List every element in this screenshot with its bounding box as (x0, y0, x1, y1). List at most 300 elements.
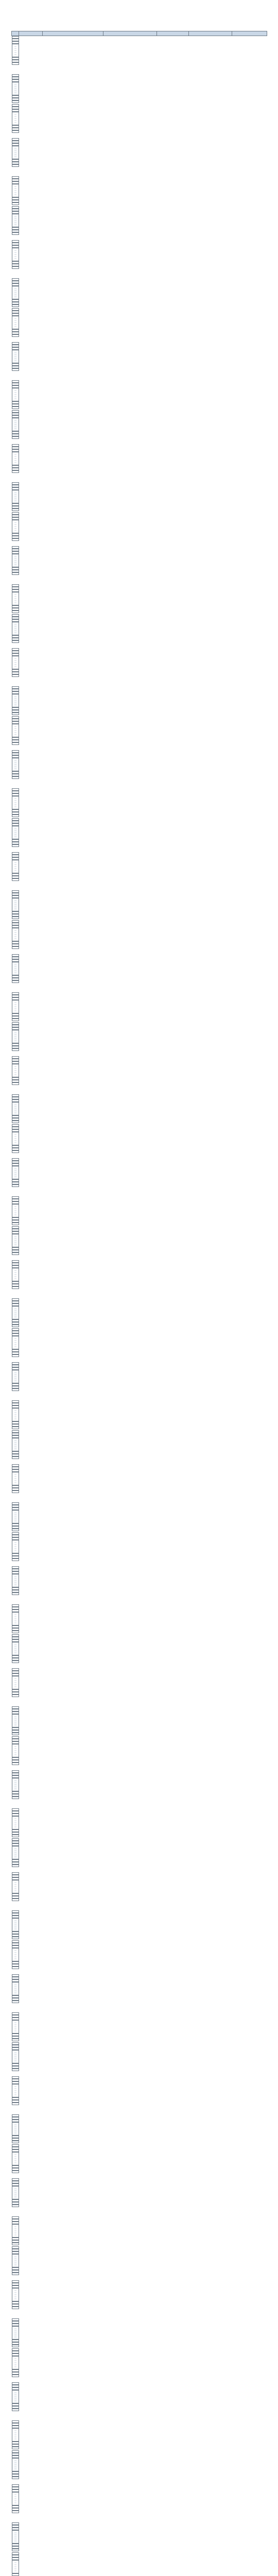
text-line-placeholder (14, 52, 16, 53)
cell-description (12, 1472, 19, 1485)
cell-description (12, 1676, 19, 1689)
text-line-placeholder (14, 1754, 16, 1755)
text-line-placeholder (14, 220, 16, 221)
cell-description (12, 1204, 19, 1217)
text-line-placeholder (14, 2336, 16, 2337)
text-line-placeholder (14, 728, 16, 729)
cell-category (12, 1223, 19, 1225)
text-line-placeholder (14, 2536, 16, 2537)
text-line-placeholder (14, 696, 16, 697)
text-line-placeholder (14, 1308, 16, 1309)
text-line-placeholder (14, 1414, 16, 1415)
table-row (12, 2348, 267, 2382)
text-line-placeholder (14, 1584, 16, 1585)
cell-description (12, 554, 19, 567)
text-line-placeholder (14, 1548, 16, 1549)
text-line-placeholder (14, 1374, 16, 1375)
cell-description (12, 826, 19, 839)
table-row (12, 1056, 267, 1094)
text-line-placeholder (14, 1004, 16, 1005)
cell-category (12, 509, 19, 511)
text-line-placeholder (14, 2364, 16, 2365)
cell-category (12, 917, 19, 919)
text-line-placeholder (14, 462, 16, 463)
text-line-placeholder (14, 2392, 16, 2393)
cell-category (12, 2477, 19, 2479)
text-line-placeholder (14, 1616, 16, 1617)
table-row (12, 2420, 267, 2450)
cell-description (12, 656, 19, 669)
text-line-placeholder (14, 800, 16, 801)
text-line-placeholder (14, 660, 16, 661)
text-line-placeholder (14, 1140, 16, 1141)
text-line-placeholder (14, 1006, 16, 1007)
table-row (12, 278, 267, 308)
cell-category (12, 640, 19, 643)
table-row (12, 1022, 267, 1056)
text-line-placeholder (14, 1950, 16, 1951)
text-line-placeholder (14, 1782, 16, 1783)
text-line-placeholder (14, 1074, 16, 1075)
cell-category (12, 2069, 19, 2071)
text-line-placeholder (14, 1032, 16, 1033)
cell-description (12, 184, 19, 197)
cell-description (12, 1744, 19, 1757)
text-line-placeholder (14, 1988, 16, 1989)
text-line-placeholder (14, 296, 16, 297)
text-line-placeholder (14, 2430, 16, 2431)
text-line-placeholder (14, 1984, 16, 1985)
text-line-placeholder (14, 1106, 16, 1107)
text-line-placeholder (14, 1242, 16, 1243)
text-line-placeholder (14, 2088, 16, 2089)
cell-description (12, 2050, 19, 2063)
cell-category (12, 713, 19, 715)
text-line-placeholder (14, 354, 16, 355)
cell-category (12, 470, 19, 473)
text-line-placeholder (14, 624, 16, 625)
cell-description (12, 1816, 19, 1829)
cell-category (12, 1184, 19, 1187)
text-line-placeholder (14, 454, 16, 455)
cell-description (12, 1102, 19, 1115)
text-line-placeholder (14, 500, 16, 501)
text-line-placeholder (14, 2230, 16, 2231)
text-line-placeholder (14, 2396, 16, 2397)
text-line-placeholder (14, 658, 16, 659)
text-line-placeholder (14, 2462, 16, 2463)
text-line-placeholder (14, 1312, 16, 1313)
text-line-placeholder (14, 2086, 16, 2087)
text-line-placeholder (14, 1444, 16, 1445)
text-line-placeholder (14, 1346, 16, 1347)
text-line-placeholder (14, 1546, 16, 1547)
cell-description (12, 112, 19, 125)
table-row (12, 1706, 267, 1736)
text-line-placeholder (14, 360, 16, 361)
text-line-placeholder (14, 118, 16, 119)
table-row (12, 138, 267, 176)
text-line-placeholder (14, 2436, 16, 2437)
text-line-placeholder (14, 1410, 16, 1411)
text-line-placeholder (14, 1066, 16, 1067)
cell-description (12, 350, 19, 363)
column-header (19, 31, 43, 36)
column-header (43, 31, 103, 36)
text-line-placeholder (14, 1038, 16, 1039)
text-line-placeholder (14, 1344, 16, 1345)
cell-description (12, 962, 19, 975)
cell-category (12, 62, 19, 65)
text-line-placeholder (14, 1820, 16, 1821)
text-line-placeholder (14, 1482, 16, 1483)
text-line-placeholder (14, 2030, 16, 2031)
table-row (12, 1094, 267, 1124)
table-row (12, 240, 267, 278)
cell-category (12, 1592, 19, 1595)
text-line-placeholder (14, 1718, 16, 1719)
table-row (12, 512, 267, 546)
text-line-placeholder (14, 1954, 16, 1955)
cell-category (12, 2243, 19, 2245)
table-row (12, 584, 267, 614)
text-line-placeholder (14, 2196, 16, 2197)
cell-category (12, 2001, 19, 2003)
text-line-placeholder (14, 970, 16, 971)
table-row (12, 648, 267, 686)
table-row (12, 1430, 267, 1464)
text-line-placeholder (14, 828, 16, 829)
cell-category (12, 406, 19, 409)
text-line-placeholder (14, 1990, 16, 1991)
text-line-placeholder (14, 2128, 16, 2129)
cell-description (12, 2530, 19, 2544)
table-row (12, 2114, 267, 2144)
table-row (12, 1910, 267, 1940)
cell-category (12, 2141, 19, 2143)
text-line-placeholder (14, 420, 16, 421)
cell-description (12, 316, 19, 329)
text-line-placeholder (14, 122, 16, 123)
text-line-placeholder (14, 356, 16, 357)
text-line-placeholder (14, 2160, 16, 2161)
table-row (12, 2382, 267, 2420)
table-row (12, 954, 267, 992)
table-row (12, 1770, 267, 1808)
cell-description (12, 2428, 19, 2442)
text-line-placeholder (14, 2570, 16, 2571)
table-row (12, 1124, 267, 1158)
table-row (12, 380, 267, 410)
text-line-placeholder (14, 1780, 16, 1781)
text-line-placeholder (14, 556, 16, 557)
text-line-placeholder (14, 1576, 16, 1577)
text-line-placeholder (14, 428, 16, 429)
text-line-placeholder (14, 2494, 16, 2495)
cell-description (12, 44, 19, 57)
table-row (12, 2522, 267, 2552)
text-line-placeholder (14, 2028, 16, 2029)
text-line-placeholder (14, 764, 16, 765)
cell-category (12, 2103, 19, 2105)
text-line-placeholder (14, 698, 16, 699)
cell-category (12, 1048, 19, 1051)
cell-description (12, 758, 19, 771)
text-line-placeholder (14, 1278, 16, 1279)
text-line-placeholder (14, 1206, 16, 1207)
text-line-placeholder (14, 1614, 16, 1615)
text-line-placeholder (14, 2162, 16, 2163)
text-line-placeholder (14, 1824, 16, 1825)
cell-description (12, 1064, 19, 1077)
text-line-placeholder (14, 1620, 16, 1621)
text-line-placeholder (14, 1448, 16, 1449)
column-header (103, 31, 157, 36)
text-line-placeholder (14, 530, 16, 531)
cell-category (12, 202, 19, 205)
text-line-placeholder (14, 1750, 16, 1751)
text-line-placeholder (14, 84, 16, 85)
text-line-placeholder (14, 1520, 16, 1521)
text-line-placeholder (14, 424, 16, 425)
cell-description (12, 2458, 19, 2471)
cell-description (12, 2122, 19, 2136)
text-line-placeholder (14, 1174, 16, 1175)
cell-category (12, 611, 19, 613)
text-line-placeholder (14, 1236, 16, 1237)
table-row (12, 2076, 267, 2114)
text-line-placeholder (14, 92, 16, 93)
cell-category (12, 1325, 19, 1327)
text-line-placeholder (14, 1214, 16, 1215)
cell-description (12, 1846, 19, 1859)
text-line-placeholder (14, 156, 16, 157)
text-line-placeholder (14, 320, 16, 321)
text-line-placeholder (14, 2502, 16, 2503)
text-line-placeholder (14, 1822, 16, 1823)
cell-category (12, 1797, 19, 1799)
text-line-placeholder (14, 1956, 16, 1957)
text-line-placeholder (14, 394, 16, 395)
text-line-placeholder (14, 50, 16, 51)
corner-note (7, 7, 23, 11)
text-line-placeholder (14, 1480, 16, 1481)
table-row (12, 1298, 267, 1328)
text-line-placeholder (14, 1952, 16, 1953)
cell-description (12, 1918, 19, 1931)
data-table (11, 31, 267, 2576)
text-line-placeholder (14, 326, 16, 327)
table-row (12, 1566, 267, 1604)
text-line-placeholder (14, 1854, 16, 1855)
cell-description (12, 286, 19, 299)
cell-category (12, 1019, 19, 1021)
text-line-placeholder (14, 1580, 16, 1581)
text-line-placeholder (14, 458, 16, 459)
text-line-placeholder (14, 1440, 16, 1441)
cell-description (12, 490, 19, 503)
cell-category (12, 2375, 19, 2377)
text-line-placeholder (14, 456, 16, 457)
text-line-placeholder (14, 938, 16, 939)
text-line-placeholder (14, 250, 16, 251)
table-row (12, 1196, 267, 1226)
text-line-placeholder (14, 1550, 16, 1551)
table-row (12, 2246, 267, 2280)
cell-category (12, 1967, 19, 1969)
text-line-placeholder (14, 1720, 16, 1721)
text-line-placeholder (14, 900, 16, 901)
text-line-placeholder (14, 804, 16, 805)
text-line-placeholder (14, 114, 16, 115)
text-line-placeholder (14, 1850, 16, 1851)
text-line-placeholder (14, 1270, 16, 1271)
text-line-placeholder (14, 2334, 16, 2335)
text-line-placeholder (14, 734, 16, 735)
text-line-placeholder (14, 1648, 16, 1649)
text-line-placeholder (14, 2328, 16, 2329)
text-line-placeholder (14, 1418, 16, 1419)
text-line-placeholder (14, 1274, 16, 1275)
text-line-placeholder (14, 2362, 16, 2363)
cell-category (12, 1427, 19, 1429)
text-line-placeholder (14, 2498, 16, 2499)
text-line-placeholder (14, 870, 16, 871)
text-line-placeholder (14, 288, 16, 289)
text-line-placeholder (14, 1372, 16, 1373)
text-line-placeholder (14, 294, 16, 295)
table-row (12, 1668, 267, 1706)
cell-category (12, 674, 19, 677)
text-line-placeholder (14, 1886, 16, 1887)
text-line-placeholder (14, 1748, 16, 1749)
column-header (232, 31, 267, 36)
text-line-placeholder (14, 116, 16, 117)
text-line-placeholder (14, 1272, 16, 1273)
cell-description (12, 2224, 19, 2238)
text-line-placeholder (14, 426, 16, 427)
text-line-placeholder (14, 1924, 16, 1925)
text-line-placeholder (14, 1210, 16, 1211)
table-row (12, 2318, 267, 2348)
text-line-placeholder (14, 492, 16, 493)
text-line-placeholder (14, 798, 16, 799)
text-line-placeholder (14, 1142, 16, 1143)
text-line-placeholder (14, 1170, 16, 1171)
text-line-placeholder (14, 598, 16, 599)
cell-category (12, 572, 19, 575)
text-line-placeholder (14, 1752, 16, 1753)
text-line-placeholder (14, 2226, 16, 2227)
text-line-placeholder (14, 2562, 16, 2563)
cell-description (12, 1510, 19, 1523)
text-line-placeholder (14, 2188, 16, 2189)
cell-category (12, 130, 19, 133)
text-line-placeholder (14, 730, 16, 731)
text-line-placeholder (14, 318, 16, 319)
text-line-placeholder (14, 2394, 16, 2395)
text-line-placeholder (14, 1890, 16, 1891)
cell-description (12, 452, 19, 465)
text-line-placeholder (14, 626, 16, 627)
cell-description (12, 2326, 19, 2340)
text-line-placeholder (14, 2538, 16, 2539)
text-line-placeholder (14, 1108, 16, 1109)
cell-description (12, 694, 19, 707)
cell-category (12, 1899, 19, 1901)
text-line-placeholder (14, 2466, 16, 2467)
text-line-placeholder (14, 932, 16, 933)
text-line-placeholder (14, 1724, 16, 1725)
text-line-placeholder (14, 1002, 16, 1003)
cell-category (12, 100, 19, 103)
cell-category (12, 1252, 19, 1255)
text-line-placeholder (14, 1168, 16, 1169)
text-line-placeholder (14, 2400, 16, 2401)
table-row (12, 308, 267, 342)
text-line-placeholder (14, 392, 16, 393)
text-line-placeholder (14, 1240, 16, 1241)
text-line-placeholder (14, 2532, 16, 2533)
table-row (12, 920, 267, 954)
text-line-placeholder (14, 460, 16, 461)
table-row (12, 410, 267, 444)
text-line-placeholder (14, 630, 16, 631)
table-row (12, 1260, 267, 1298)
table-row (12, 716, 267, 750)
cell-category (12, 815, 19, 817)
text-line-placeholder (14, 628, 16, 629)
text-line-placeholder (14, 2124, 16, 2125)
text-line-placeholder (14, 1110, 16, 1111)
cell-description (12, 2560, 19, 2573)
cell-category (12, 2511, 19, 2513)
text-line-placeholder (14, 908, 16, 909)
text-line-placeholder (14, 2332, 16, 2333)
cell-description (12, 796, 19, 809)
text-line-placeholder (14, 1788, 16, 1789)
text-line-placeholder (14, 148, 16, 149)
text-line-placeholder (14, 906, 16, 907)
text-line-placeholder (14, 1208, 16, 1209)
text-line-placeholder (14, 2296, 16, 2297)
table-row (12, 2012, 267, 2042)
text-line-placeholder (14, 1888, 16, 1889)
cell-category (12, 2273, 19, 2275)
text-line-placeholder (14, 632, 16, 633)
table-row (12, 686, 267, 716)
cell-description (12, 1540, 19, 1553)
text-line-placeholder (14, 216, 16, 217)
cell-description (12, 1370, 19, 1383)
cell-category (12, 1733, 19, 1735)
text-line-placeholder (14, 1644, 16, 1645)
cell-description (12, 1166, 19, 1179)
cell-category (12, 2447, 19, 2449)
text-line-placeholder (14, 662, 16, 663)
column-header (12, 31, 19, 36)
table-row (12, 1872, 267, 1910)
cell-description (12, 1880, 19, 1893)
table-row (12, 1604, 267, 1634)
text-line-placeholder (14, 2434, 16, 2435)
text-line-placeholder (14, 2190, 16, 2191)
text-line-placeholder (14, 252, 16, 253)
text-line-placeholder (14, 1986, 16, 1987)
cell-category (12, 946, 19, 949)
cell-description (12, 248, 19, 261)
table-row (12, 2178, 267, 2216)
